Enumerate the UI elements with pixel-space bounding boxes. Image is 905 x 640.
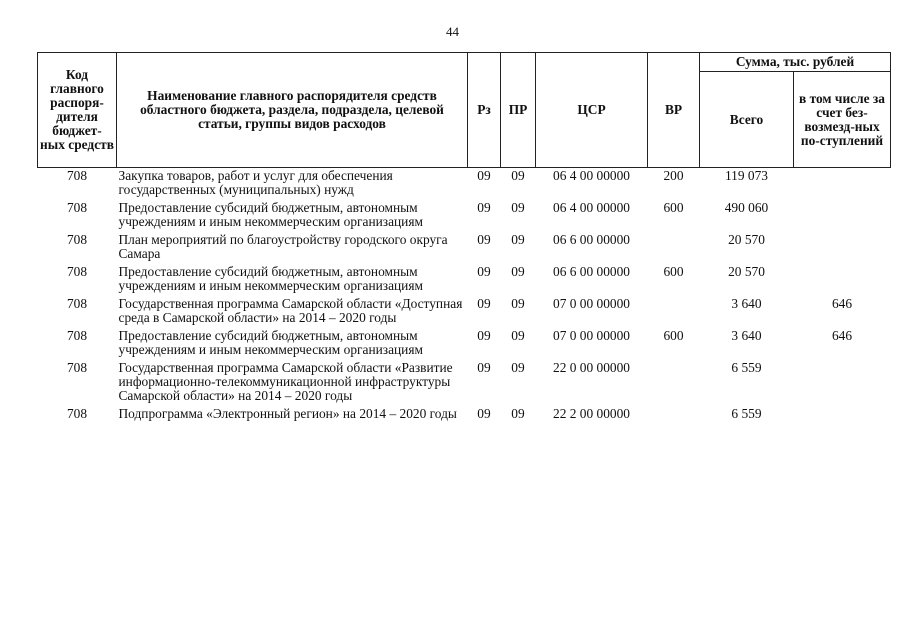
row-vr: 200 bbox=[663, 168, 684, 183]
table-row bbox=[38, 232, 891, 264]
table-row bbox=[38, 296, 891, 328]
row-name: Подпрограмма «Электронный регион» на 2014 – 2020 годы bbox=[118, 406, 457, 421]
row-pr: 09 bbox=[511, 406, 525, 421]
row-vr: 600 bbox=[663, 200, 684, 215]
row-csr: 07 0 00 00000 bbox=[553, 328, 630, 343]
row-code: 708 bbox=[66, 360, 88, 375]
row-total: 490 060 bbox=[724, 200, 769, 215]
header-pr: ПР bbox=[501, 53, 536, 168]
budget-table bbox=[37, 52, 891, 424]
header-vr: ВР bbox=[648, 53, 700, 168]
row-vr bbox=[648, 360, 700, 406]
row-total: 20 570 bbox=[728, 264, 765, 279]
row-name: Предоставление субсидий бюджетным, автономным учреждениям и иным некоммерческим организациям bbox=[118, 328, 423, 357]
row-csr: 22 2 00 00000 bbox=[553, 406, 630, 421]
row-pr: 09 bbox=[511, 264, 525, 279]
row-code: 708 bbox=[66, 200, 88, 215]
row-total: 3 640 bbox=[731, 328, 762, 343]
row-code: 708 bbox=[66, 264, 88, 279]
row-code: 708 bbox=[66, 406, 88, 421]
row-pr: 09 bbox=[511, 232, 525, 247]
row-total: 119 073 bbox=[724, 168, 769, 183]
row-total: 6 559 bbox=[731, 406, 762, 421]
row-name: Предоставление субсидий бюджетным, автономным учреждениям и иным некоммерческим организациям bbox=[118, 264, 423, 293]
row-code: 708 bbox=[66, 232, 88, 247]
row-csr: 06 4 00 00000 bbox=[553, 200, 630, 215]
row-code: 708 bbox=[66, 328, 88, 343]
row-vr: 600 bbox=[663, 328, 684, 343]
row-total: 3 640 bbox=[731, 296, 762, 311]
header-including: в том числе за счет без-возмезд-ных по-ступлений bbox=[794, 72, 891, 168]
row-total: 6 559 bbox=[731, 360, 762, 375]
row-including bbox=[794, 360, 891, 406]
row-csr: 06 4 00 00000 bbox=[553, 168, 630, 183]
row-csr: 07 0 00 00000 bbox=[553, 296, 630, 311]
row-pr: 09 bbox=[511, 360, 525, 375]
row-including bbox=[794, 168, 891, 201]
header-name: Наименование главного распорядителя средств областного бюджета, раздела, подраздела, целевой статьи, группы видов расходов bbox=[117, 53, 468, 168]
row-rz: 09 bbox=[477, 296, 491, 311]
row-rz: 09 bbox=[477, 232, 491, 247]
row-name: Закупка товаров, работ и услуг для обеспечения государственных (муниципальных) нужд bbox=[118, 168, 393, 197]
row-total: 20 570 bbox=[728, 232, 765, 247]
row-csr: 22 0 00 00000 bbox=[553, 360, 630, 375]
row-code: 708 bbox=[66, 296, 88, 311]
row-rz: 09 bbox=[477, 200, 491, 215]
table-row bbox=[38, 406, 891, 424]
table-row bbox=[38, 360, 891, 406]
row-rz: 09 bbox=[477, 328, 491, 343]
page-number: 44 bbox=[446, 24, 459, 39]
header-total: Всего bbox=[700, 72, 794, 168]
table-header bbox=[38, 53, 891, 168]
row-pr: 09 bbox=[511, 296, 525, 311]
row-name: План мероприятий по благоустройству городского округа Самара bbox=[118, 232, 448, 261]
row-vr bbox=[648, 232, 700, 264]
row-rz: 09 bbox=[477, 360, 491, 375]
table-row bbox=[38, 168, 891, 201]
table-row bbox=[38, 264, 891, 296]
row-pr: 09 bbox=[511, 168, 525, 183]
row-including bbox=[794, 232, 891, 264]
row-csr: 06 6 00 00000 bbox=[553, 232, 630, 247]
row-including bbox=[794, 406, 891, 424]
row-name: Государственная программа Самарской области «Доступная среда в Самарской области» на 2014 – 2020 годы bbox=[118, 296, 463, 325]
header-rz: Рз bbox=[468, 53, 501, 168]
table-row bbox=[38, 328, 891, 360]
row-rz: 09 bbox=[477, 406, 491, 421]
header-sum-group: Сумма, тыс. рублей bbox=[700, 53, 891, 72]
row-csr: 06 6 00 00000 bbox=[553, 264, 630, 279]
row-pr: 09 bbox=[511, 200, 525, 215]
row-code: 708 bbox=[66, 168, 88, 183]
row-including bbox=[794, 200, 891, 232]
row-including bbox=[794, 264, 891, 296]
row-vr: 600 bbox=[663, 264, 684, 279]
row-pr: 09 bbox=[511, 328, 525, 343]
row-rz: 09 bbox=[477, 168, 491, 183]
row-vr bbox=[648, 296, 700, 328]
header-code: Код главного распоря-дителя бюджет-ных средств bbox=[38, 53, 117, 168]
table-body bbox=[38, 168, 891, 425]
table-row bbox=[38, 200, 891, 232]
row-name: Государственная программа Самарской области «Развитие информационно-телекоммуникационной инфраструктуры Самарской области» на 2014 – 2020 годы bbox=[118, 360, 453, 403]
row-vr bbox=[648, 406, 700, 424]
row-including: 646 bbox=[831, 296, 853, 311]
row-including: 646 bbox=[831, 328, 853, 343]
row-name: Предоставление субсидий бюджетным, автономным учреждениям и иным некоммерческим организациям bbox=[118, 200, 423, 229]
row-rz: 09 bbox=[477, 264, 491, 279]
header-csr: ЦСР bbox=[536, 53, 648, 168]
